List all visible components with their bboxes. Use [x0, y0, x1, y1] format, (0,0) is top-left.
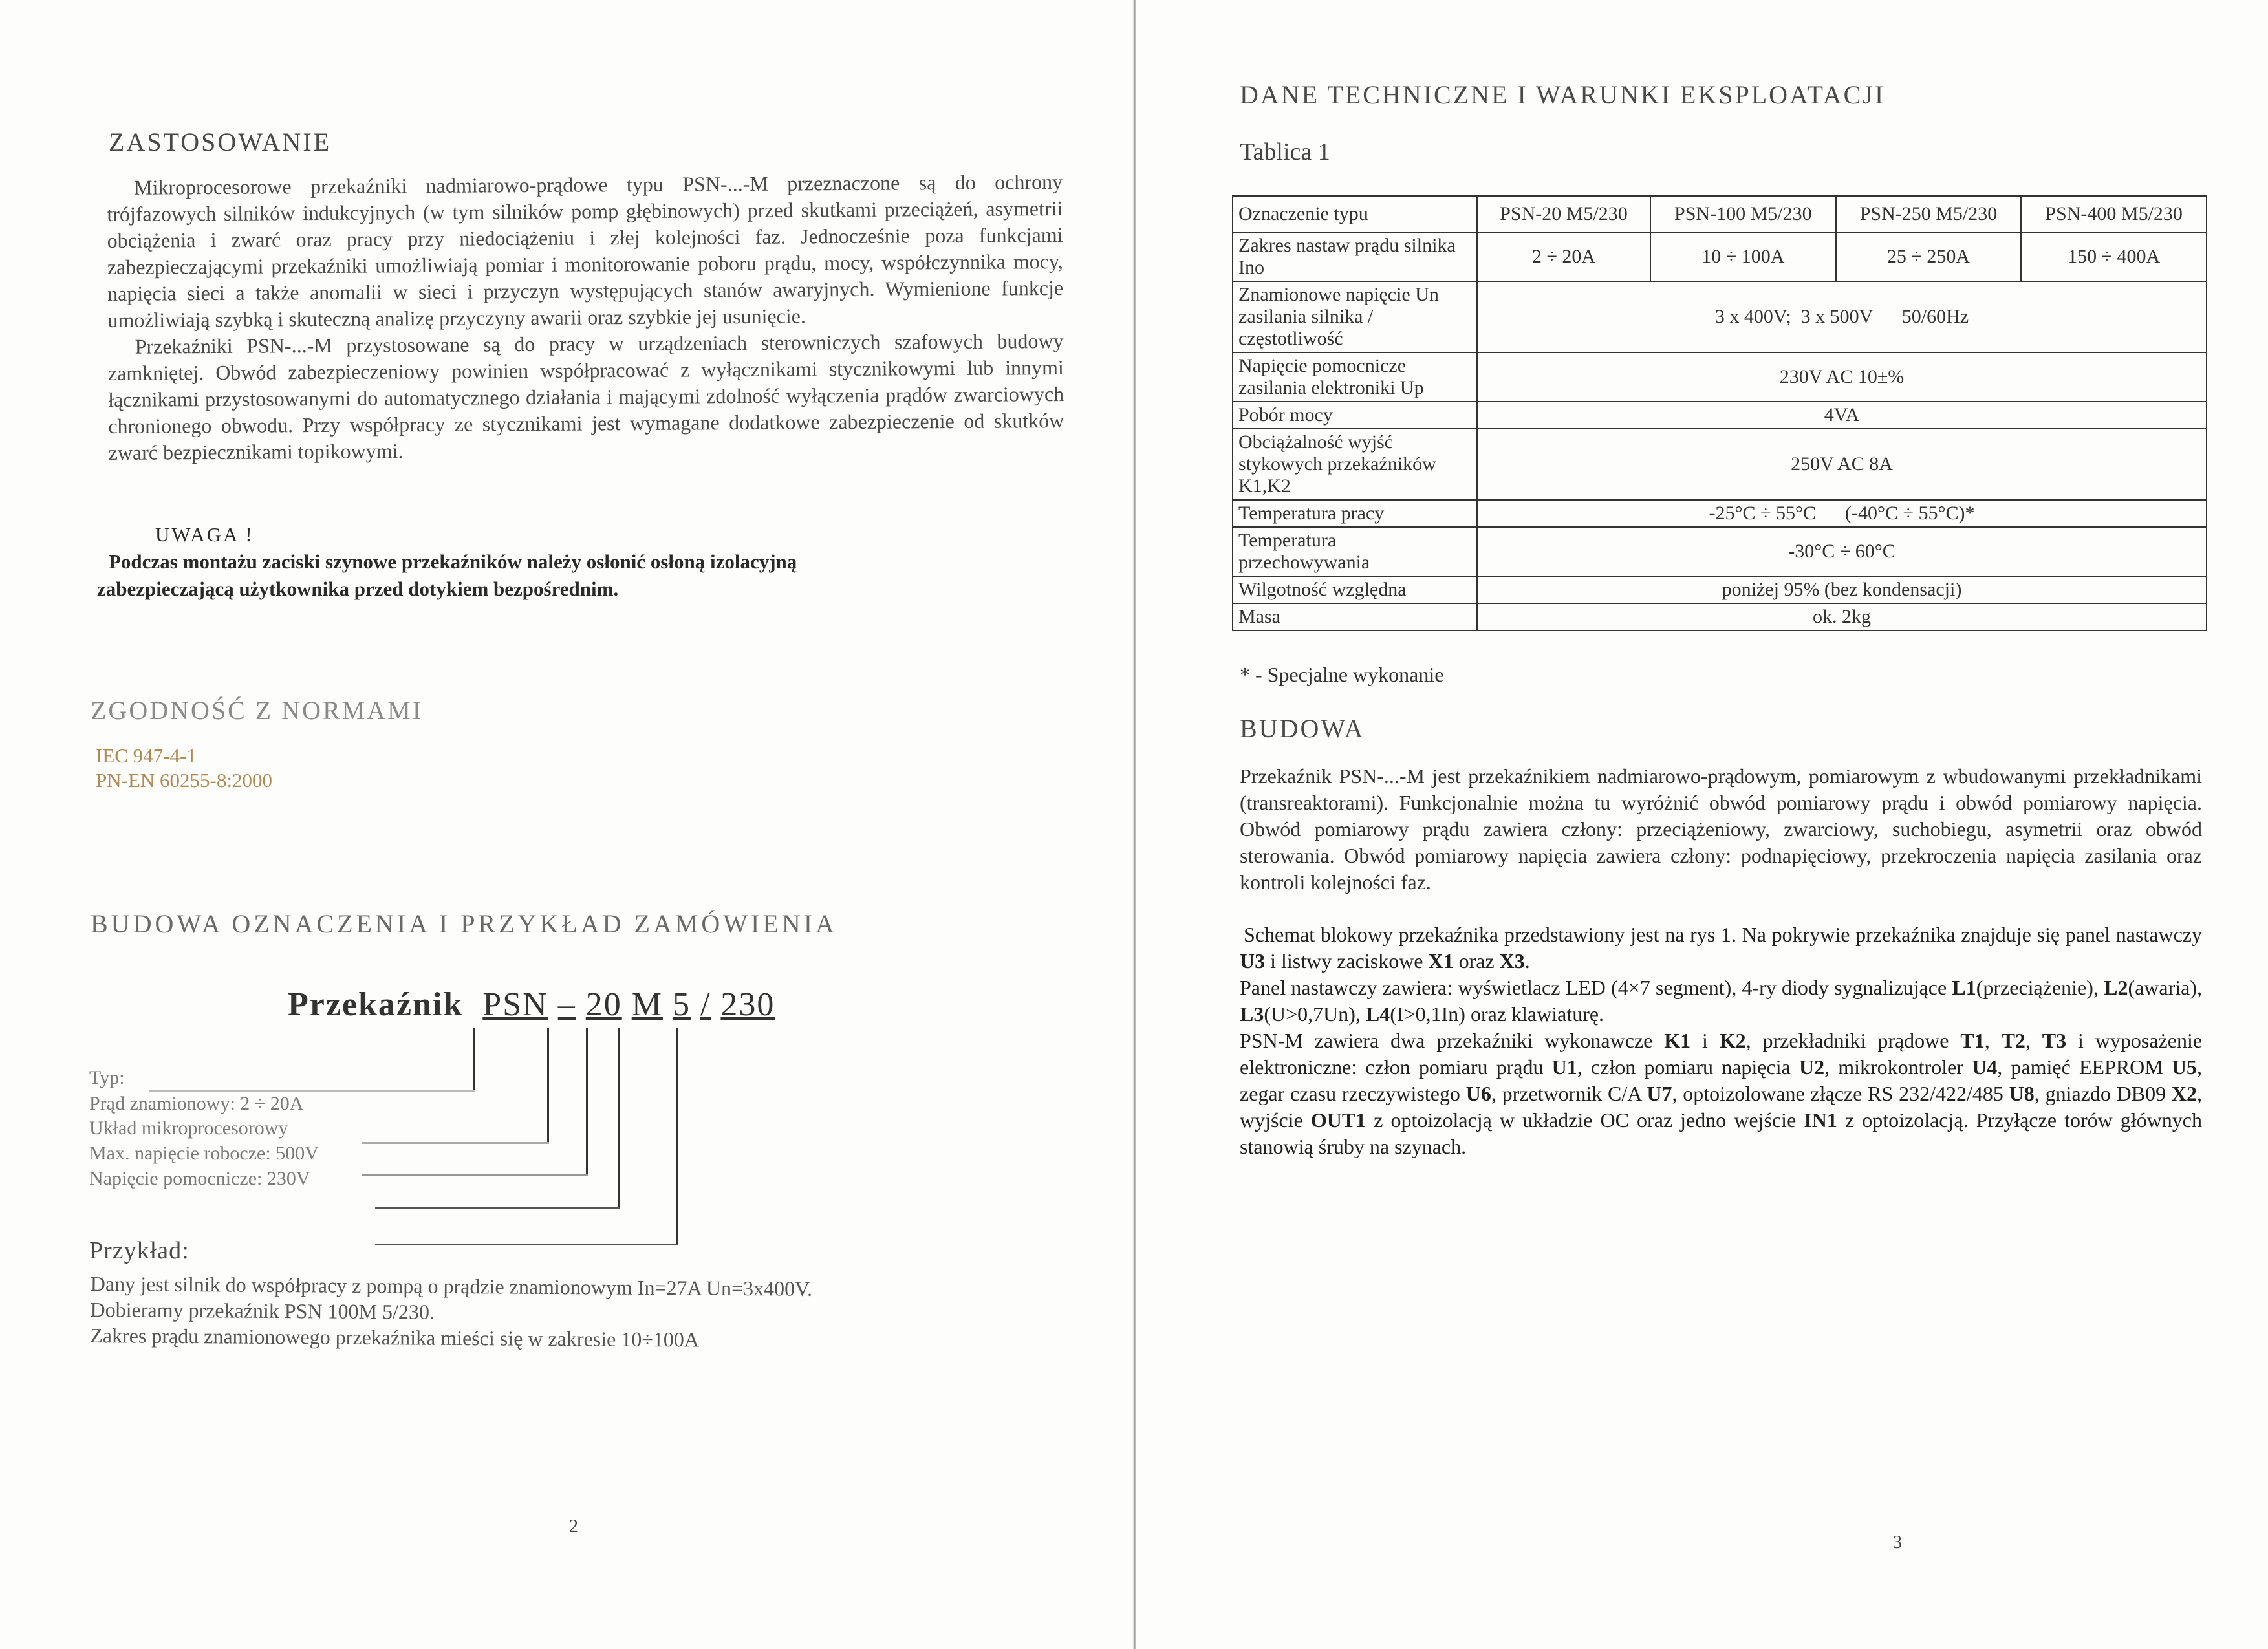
text-run: i listwy zaciskowe [1265, 949, 1429, 973]
table-value-cell: 250V AC 8A [1477, 429, 2207, 500]
component-ref: X3 [1499, 949, 1525, 973]
text-run: z optoizolacją w układzie OC oraz jedno wejście [1366, 1108, 1804, 1132]
component-ref: U6 [1465, 1082, 1491, 1105]
text-run: Panel nastawczy zawiera: wyświetlacz LED (4×7 segment), 4-ry diody sygnalizujące [1240, 976, 1952, 999]
text-run: , przetwornik C/A [1491, 1082, 1647, 1105]
leader-line [362, 1142, 549, 1144]
code-part-slash: / [700, 986, 711, 1023]
table-row [1233, 576, 2207, 603]
leader-line [375, 1244, 678, 1245]
text-run: , zegar czasu rzeczywistego [1240, 1055, 2203, 1105]
component-ref: L4 [1365, 1002, 1390, 1026]
section-title-oznaczenie: BUDOWA OZNACZENIA I PRZYKŁAD ZAMÓWIENIA [91, 909, 837, 938]
spec-table [1232, 195, 2207, 631]
example-text [90, 1271, 931, 1354]
component-ref: X1 [1428, 949, 1454, 973]
table-value-cell: 10 ÷ 100A [1650, 232, 1836, 281]
component-ref: L1 [1952, 976, 1976, 999]
text-run: (przeciążenie), [1976, 976, 2104, 999]
table-row [1233, 500, 2207, 527]
text-run: , pamięć EEPROM [1997, 1055, 2172, 1079]
leader-line [618, 1028, 620, 1207]
table-row [1233, 402, 2207, 429]
leader-line [676, 1028, 678, 1245]
code-part-micro: M [631, 986, 663, 1023]
code-part-aux: 230 [720, 986, 775, 1023]
component-ref: U7 [1647, 1082, 1672, 1105]
component-ref: T2 [2001, 1029, 2025, 1052]
table-row [1233, 603, 2207, 630]
section-title-budowa: BUDOWA [1240, 714, 1365, 743]
table-header-cell: PSN-20 M5/230 [1477, 196, 1650, 232]
page-number: 3 [1893, 1533, 1902, 1553]
table-header-cell: Oznaczenie typu [1233, 196, 1477, 232]
component-ref: U5 [2171, 1055, 2198, 1079]
zastosowanie-text [107, 169, 1064, 466]
table-footnote: * - Specjalne wykonanie [1240, 663, 1444, 686]
norm-item: IEC 947-4-1 [96, 744, 197, 767]
budowa-paragraph: Przekaźnik PSN-...-M jest przekaźnikiem nadmiarowo-prądowym, pomiarowym z wbudowanymi przekładnikami (transreaktorami). Funkcjonalnie można tu wyróżnić obwód pomiarowy prądu i obwód pomiarowy napięcia. Obwód pomiarowy prądu zawiera człony: przeciążeniowy, zwarciowy, suchobiegu, asymetrii oraz obwód sterowania. Obwód pomiarowy napięcia zawiera człony: podnapięciowy, przekroczenia napięcia zasilania oraz kontroli kolejności faz. [1240, 764, 2202, 894]
legend-type: Typ: [89, 1067, 125, 1088]
table-label-cell: Zakres nastaw prądu silnika Ino [1233, 232, 1477, 281]
component-ref: U8 [2009, 1082, 2035, 1105]
example-line: Dobieramy przekaźnik PSN 100M 5/230. [90, 1297, 435, 1324]
component-ref: IN1 [1804, 1108, 1837, 1132]
table-row [1233, 527, 2207, 576]
book-spine [1133, 0, 1136, 1649]
text-run: (awaria), [2128, 976, 2203, 999]
table-value-cell: poniżej 95% (bez kondensacji) [1477, 576, 2207, 603]
table-header-cell: PSN-250 M5/230 [1836, 196, 2022, 232]
table-label-cell: Pobór mocy [1233, 402, 1477, 429]
text-run: oraz [1453, 949, 1500, 973]
right-page [1141, 0, 2268, 1649]
table-value-cell: 4VA [1477, 402, 2207, 429]
table-value-cell: -25°C ÷ 55°C (-40°C ÷ 55°C)* [1477, 500, 2207, 527]
leader-line [473, 1028, 475, 1090]
warning-line-2: zabezpieczającą użytkownika przed dotykiem bezpośrednim. [97, 577, 619, 600]
text-run: Schemat blokowy przekaźnika przedstawiony jest na rys 1. Na pokrywie przekaźnika znajduje się panel nastawczy [1244, 923, 2202, 946]
component-ref: U2 [1798, 1055, 1825, 1079]
table-value-cell: 3 x 400V; 3 x 500V 50/60Hz [1477, 281, 2207, 352]
section-title-dane-techniczne: DANE TECHNICZNE I WARUNKI EKSPLOATACJI [1240, 80, 1886, 109]
type-code [288, 986, 775, 1024]
norms-list [96, 744, 272, 793]
code-part-dash: – [557, 986, 576, 1023]
component-ref: X2 [2171, 1082, 2198, 1105]
leader-line [547, 1028, 549, 1142]
table-value-cell: ok. 2kg [1477, 603, 2207, 630]
component-ref: L3 [1240, 1002, 1264, 1026]
legend-micro: Układ mikroprocesorowy [89, 1117, 288, 1139]
component-ref: L2 [2104, 976, 2128, 999]
table-row [1233, 232, 2207, 281]
component-ref: K2 [1719, 1029, 1746, 1052]
table-value-cell: -30°C ÷ 60°C [1477, 527, 2207, 576]
text-run: z optoizolacją. Przyłącze torów głównych stanowią śruby na szynach. [1240, 1108, 2203, 1158]
legend-aux-voltage: Napięcie pomocnicze: 230V [89, 1168, 310, 1189]
schemat-paragraph-1 [1240, 921, 2202, 975]
table-label-cell: Temperatura przechowywania [1233, 527, 1477, 576]
table-label-cell: Obciążalność wyjść stykowych przekaźników K1,K2 [1233, 429, 1477, 500]
code-part-type: PSN [482, 986, 548, 1023]
table-caption: Tablica 1 [1240, 138, 1330, 166]
text-run: (I>0,1In) oraz klawiaturę. [1390, 1002, 1604, 1026]
legend-current: Prąd znamionowy: 2 ÷ 20A [89, 1093, 304, 1114]
table-label-cell: Napięcie pomocnicze zasilania elektroniki Up [1233, 352, 1477, 402]
schemat-paragraph-3 [1240, 1028, 2202, 1160]
schemat-text [1240, 921, 2202, 1160]
leader-line [375, 1207, 620, 1209]
component-ref: OUT1 [1310, 1108, 1366, 1132]
leader-line [149, 1090, 475, 1092]
warning-box [97, 521, 925, 603]
table-value-cell: 2 ÷ 20A [1477, 232, 1650, 281]
page-number: 2 [569, 1516, 578, 1536]
table-header-cell: PSN-100 M5/230 [1650, 196, 1836, 232]
text-run: , [1984, 1029, 2002, 1052]
zastosowanie-paragraph-1: Mikroprocesorowe przekaźniki nadmiarowo-prądowe typu PSN-...-M przeznaczone są do ochrony trójfazowych silników indukcyjnych (w tym silników pomp głębinowych) przed skutkami przeciążeń, asymetrii obciążenia i zwarć oraz pracy przy niedociążeniu i złej kolejności faz. Jednocześnie poza funkcjami zabezpieczającymi przekaźniki umożliwiają pomiar i monitorowanie poboru prądu, mocy, współczynnika mocy, napięcia sieci a także anomalii w sieci i przyczyn występujących stanów awaryjnych. Wymienione funkcje umożliwiają szybką i skuteczną analizę przyczyny awarii oraz szybkie jej usunięcie. [107, 169, 1064, 332]
code-part-voltage: 5 [672, 986, 691, 1023]
table-label-cell: Wilgotność względna [1233, 576, 1477, 603]
warning-label: UWAGA ! [155, 523, 254, 546]
section-title-normy: ZGODNOŚĆ Z NORMAMI [91, 696, 424, 725]
text-run: . [1524, 949, 1530, 973]
text-run: , wyjście [1240, 1082, 2203, 1132]
table-row [1233, 429, 2207, 500]
table-header-cell: PSN-400 M5/230 [2021, 196, 2207, 232]
left-page [0, 0, 1129, 1649]
warning-line-1: Podczas montażu zaciski szynowe przekaźników należy osłonić osłoną izolacyjną [109, 550, 797, 573]
text-run: PSN-M zawiera dwa przekaźniki wykonawcze [1240, 1029, 1665, 1052]
text-run: , człon pomiaru napięcia [1577, 1055, 1799, 1079]
table-label-cell: Znamionowe napięcie Un zasilania silnika / częstotliwość [1233, 281, 1477, 352]
example-line: Zakres prądu znamionowego przekaźnika mieści się w zakresie 10÷100A [90, 1323, 700, 1352]
norm-item: PN-EN 60255-8:2000 [96, 769, 272, 792]
text-run: (U>0,7Un), [1264, 1002, 1366, 1026]
table-header-row [1233, 196, 2207, 232]
text-run: , optoizolowane złącze RS 232/422/485 [1672, 1082, 2009, 1105]
table-label-cell: Temperatura pracy [1233, 500, 1477, 527]
text-run: i [1690, 1029, 1720, 1052]
component-ref: K1 [1664, 1029, 1691, 1052]
component-ref: T3 [2042, 1029, 2067, 1052]
leader-line [586, 1028, 588, 1174]
leader-line [362, 1174, 588, 1176]
text-run: , gniazdo DB09 [2034, 1082, 2172, 1105]
component-ref: U3 [1240, 949, 1266, 973]
text-run: i wyposażenie elektroniczne: człon pomiaru prądu [1240, 1029, 2203, 1079]
table-label-cell: Masa [1233, 603, 1477, 630]
text-run: , mikrokontroler [1824, 1055, 1972, 1079]
section-title-przyklad: Przykład: [89, 1237, 189, 1264]
table-value-cell: 230V AC 10±% [1477, 352, 2207, 402]
component-ref: T1 [1960, 1029, 1985, 1052]
table-row [1233, 352, 2207, 402]
table-value-cell: 25 ÷ 250A [1836, 232, 2022, 281]
component-ref: U1 [1551, 1055, 1577, 1079]
text-run: , [2025, 1029, 2042, 1052]
type-code-prefix: Przekaźnik [288, 986, 464, 1023]
budowa-text [1240, 763, 2202, 896]
zastosowanie-paragraph-2: Przekaźniki PSN-...-M przystosowane są do pracy w urządzeniach sterowniczych szafowych budowy zamkniętej. Obwód zabezpieczeniowy powinien współpracować z wyłącznikami stycznikowymi lub innymi łącznikami przystosowanymi do automatycznego działania i mającymi zdolność wyłączenia prądów zwarciowych chronionego obwodu. Przy współpracy ze stycznikami jest wymagane dodatkowe zabezpieczenie od skutków zwarć bezpiecznikami topikowymi. [107, 329, 1064, 464]
example-line: Dany jest silnik do współpracy z pompą o prądzie znamionowym In=27A Un=3x400V. [90, 1272, 813, 1300]
section-title-zastosowanie: ZASTOSOWANIE [109, 127, 332, 156]
table-row [1233, 281, 2207, 352]
schemat-paragraph-2 [1240, 975, 2202, 1028]
component-ref: U4 [1972, 1055, 1998, 1079]
text-run: , przekładniki prądowe [1745, 1029, 1961, 1052]
code-part-current: 20 [585, 986, 622, 1023]
table-value-cell: 150 ÷ 400A [2021, 232, 2207, 281]
type-code-diagram [0, 983, 776, 1242]
legend-max-voltage: Max. napięcie robocze: 500V [89, 1143, 319, 1164]
